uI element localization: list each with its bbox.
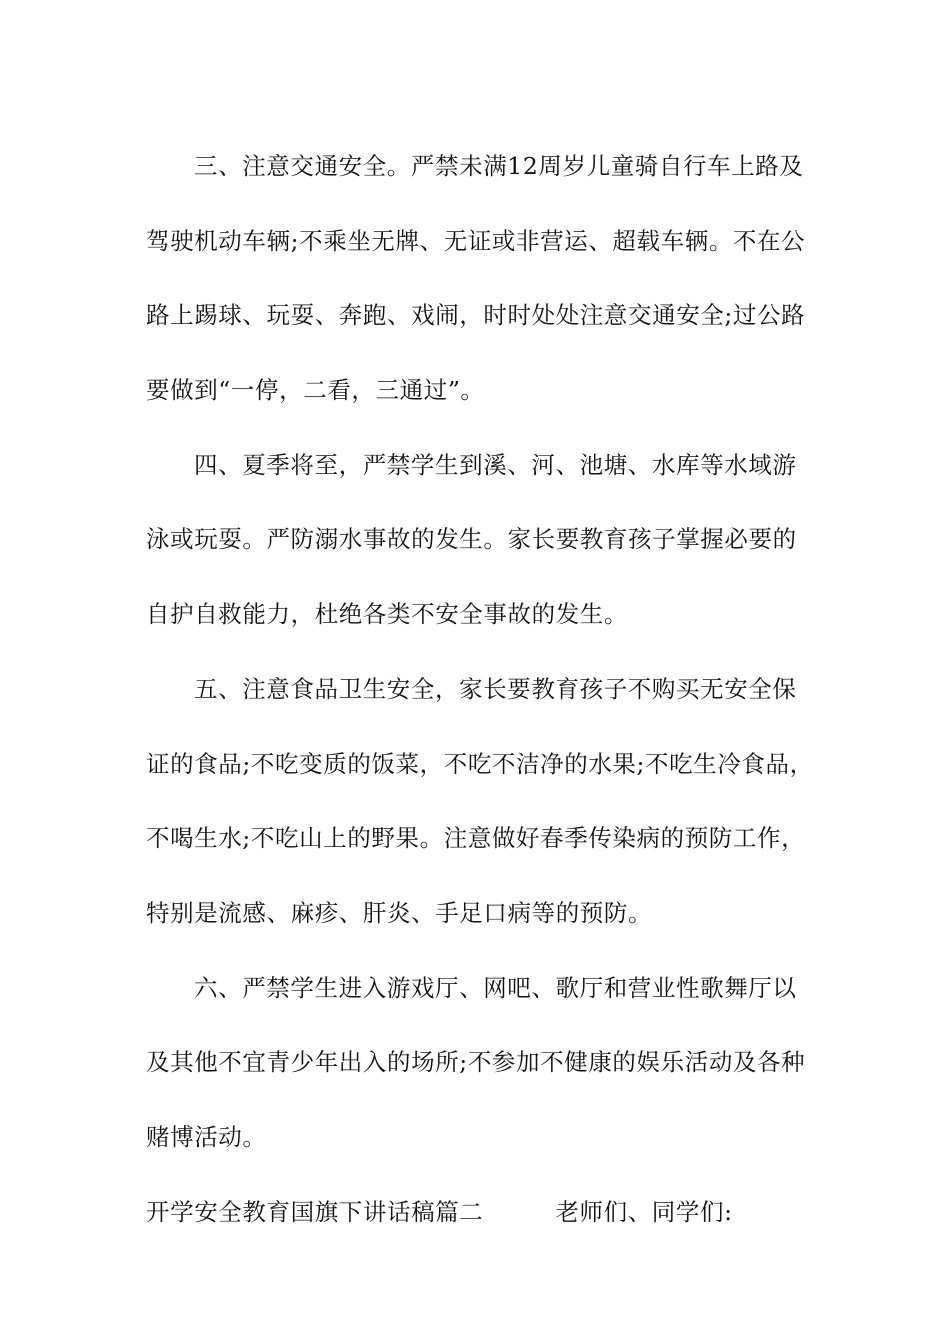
text-line: 六、严禁学生进入游戏厅、网吧、歌厅和营业性歌舞厅以 xyxy=(194,973,797,1002)
text-line: 驾驶机动车辆;不乘坐无牌、无证或非营运、超载车辆。不在公 xyxy=(146,226,806,255)
text-line: 五、注意食品卫生安全，家长要教育孩子不购买无安全保 xyxy=(194,674,797,703)
text-line: 路上踢球、玩耍、奔跑、戏闹，时时处处注意交通安全;过公路 xyxy=(146,301,806,330)
text-line: 赌博活动。 xyxy=(146,1122,267,1151)
paragraph-water-safety xyxy=(146,428,826,652)
paragraph-venue-safety xyxy=(146,951,826,1175)
greeting: 老师们、同学们: xyxy=(555,1197,733,1226)
section-heading-line xyxy=(146,1175,826,1250)
text-line: 泳或玩耍。严防溺水事故的发生。家长要教育孩子掌握必要的 xyxy=(146,525,797,554)
paragraph-traffic-safety xyxy=(146,129,826,428)
text-line: 自护自救能力，杜绝各类不安全事故的发生。 xyxy=(146,600,628,629)
paragraph-food-safety xyxy=(146,652,826,951)
section-title: 开学安全教育国旗下讲话稿篇二 xyxy=(146,1197,484,1226)
text-line: 特别是流感、麻疹、肝炎、手足口病等的预防。 xyxy=(146,898,653,927)
text-line: 三、注意交通安全。严禁未满12周岁儿童骑自行车上路及 xyxy=(194,152,804,180)
text-line: 证的食品;不吃变质的饭菜，不吃不洁净的水果;不吃生冷食品， xyxy=(146,749,814,778)
text-line: 不喝生水;不吃山上的野果。注意做好春季传染病的预防工作， xyxy=(146,824,806,853)
text-line: 要做到“一停，二看，三通过”。 xyxy=(146,376,485,405)
text-line: 四、夏季将至，严禁学生到溪、河、池塘、水库等水域游 xyxy=(194,450,797,479)
text-line: 及其他不宜青少年出入的场所;不参加不健康的娱乐活动及各种 xyxy=(146,1048,806,1077)
